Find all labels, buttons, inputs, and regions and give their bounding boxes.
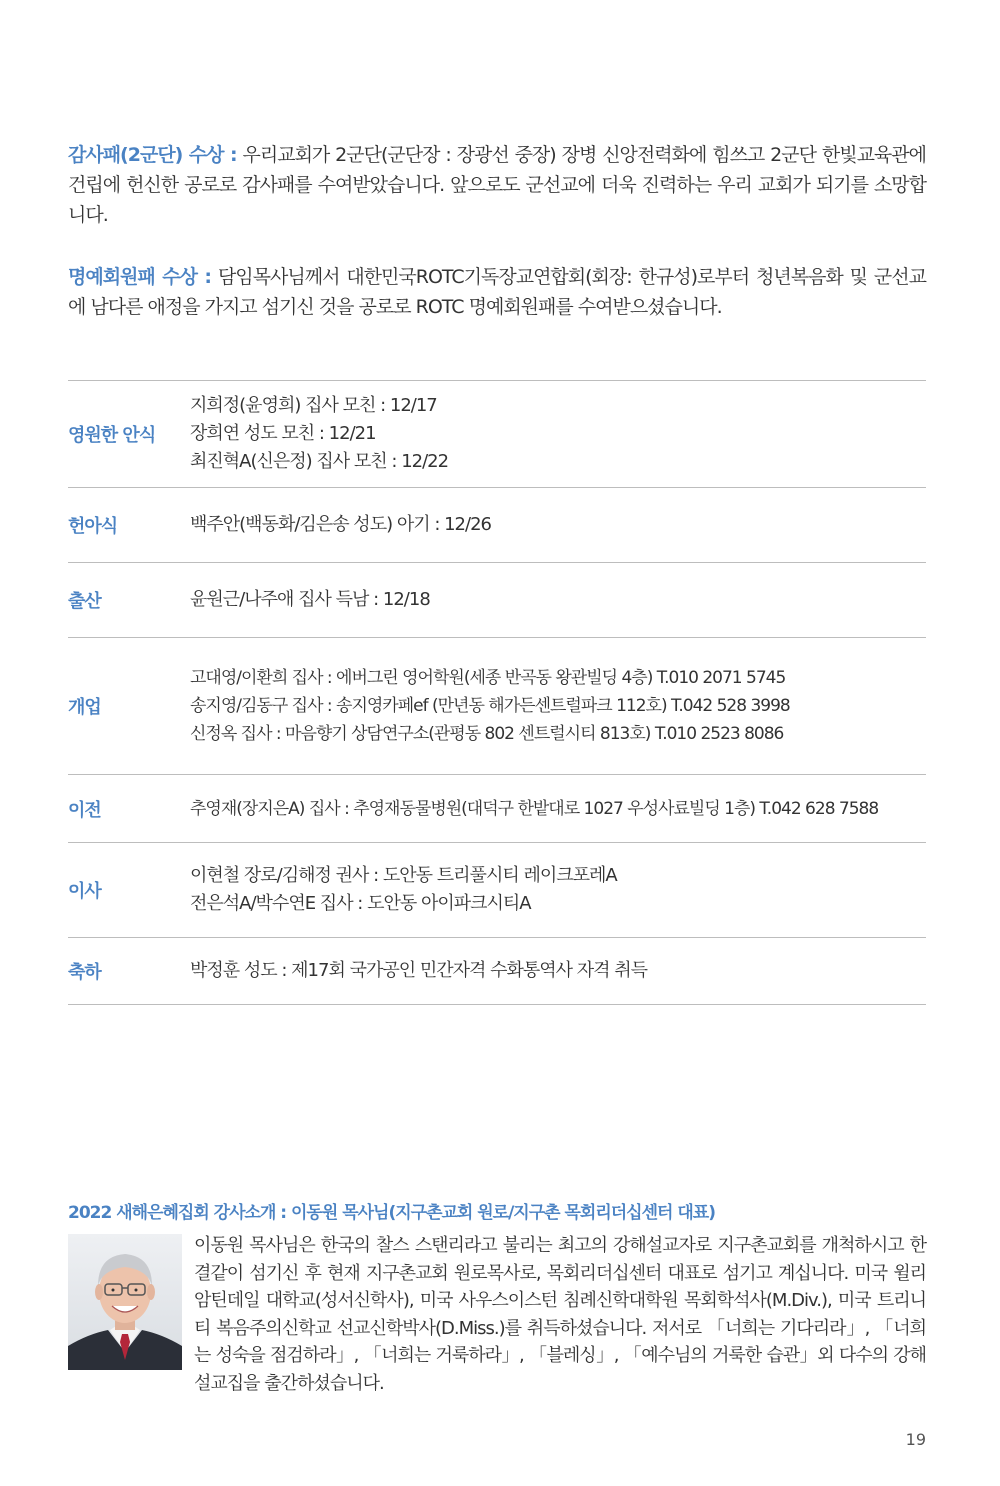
award-text: 우리교회가 2군단(군단장 : 장광선 중장) 장병 신앙전력화에 힘쓰고 2군단 한빛교육관에 건립에 헌신한 공로로 감사패를 수여받았습니다. 앞으로도 군선교에 더욱 진력하는 우리 교회가 되기를 소망합니다. <box>68 144 926 226</box>
award-text: 담임목사님께서 대한민국ROTC기독장교연합회(회장: 한규성)로부터 청년복음화 및 군선교에 남다른 애정을 가지고 섬기신 것을 공로로 ROTC 명예회원패를 수여받으셨습니다. <box>68 266 926 318</box>
award-title: 명예회원패 수상 : <box>68 266 212 288</box>
news-lines <box>190 511 491 539</box>
news-row-funeral <box>68 381 926 488</box>
speaker-photo <box>68 1234 182 1370</box>
news-line: 윤원근/나주애 집사 득남 : 12/18 <box>190 589 430 610</box>
speaker-heading: 2022 새해은혜집회 강사소개 : 이동원 목사님(지구촌교회 원로/지구촌 목회리더십센터 대표) <box>68 1203 715 1223</box>
news-lines <box>190 862 617 918</box>
news-line: 전은석A/박수연E 집사 : 도안동 아이파크시티A <box>190 893 531 914</box>
news-row-birth <box>68 563 926 638</box>
news-line: 최진혁A(신은정) 집사 모친 : 12/22 <box>190 451 449 472</box>
news-row-moving <box>68 843 926 938</box>
award-paragraph-corps <box>68 140 926 230</box>
speaker-bio: 이동원 목사님은 한국의 찰스 스탠리라고 불리는 최고의 강해설교자로 지구촌교회를 개척하시고 한결같이 섬기신 후 현재 지구촌교회 원로목사로, 목회리더십센터 대표로 섬기고 계십니다. 미국 윌리암틴데일 대학교(성서신학사), 미국 사우스이스턴 침례신학대학원 목회학석사(M.Div.), 미국 트리니티 복음주의신학교 선교신학박사(D.Miss.)를 취득하셨습니다. 저서로 「너희는 기다리라」, 「너희는 성숙을 점검하라」, 「너희는 거룩하라」, 「블레싱」, 「예수님의 거룩한 습관」외 다수의 강해설교집을 출간하셨습니다. <box>194 1235 926 1394</box>
church-news-table <box>68 380 926 1005</box>
news-line: 백주안(백동화/김은송 성도) 아기 : 12/26 <box>190 514 491 535</box>
award-title: 감사패(2군단) 수상 : <box>68 144 237 166</box>
news-category: 이사 <box>68 881 101 902</box>
portrait-illustration <box>68 1234 182 1370</box>
news-category: 영원한 안식 <box>68 425 156 446</box>
news-line: 신정옥 집사 : 마음향기 상담연구소(관평동 802 센트럴시티 813호) T.010 2523 8086 <box>190 724 784 744</box>
news-lines <box>190 795 878 823</box>
news-category: 출산 <box>68 591 101 612</box>
award-paragraph-rotc <box>68 262 926 322</box>
news-lines <box>190 957 647 985</box>
news-category: 축하 <box>68 962 101 983</box>
news-lines <box>190 392 448 476</box>
news-line: 지희정(윤영희) 집사 모친 : 12/17 <box>190 395 437 416</box>
news-line: 장희연 성도 모친 : 12/21 <box>190 423 376 444</box>
news-line: 박정훈 성도 : 제17회 국가공인 민간자격 수화통역사 자격 취득 <box>190 960 648 981</box>
news-line: 고대영/이환희 집사 : 에버그린 영어학원(세종 반곡동 왕관빌딩 4층) T.010 2071 5745 <box>190 668 786 688</box>
news-category: 개업 <box>68 697 101 718</box>
news-row-relocation <box>68 775 926 843</box>
news-row-congratulations <box>68 938 926 1005</box>
news-line: 추영재(장지은A) 집사 : 추영재동물병원(대덕구 한밭대로 1027 우성사료빌딩 1층) T.042 628 7588 <box>190 798 879 819</box>
news-category: 헌아식 <box>68 516 118 537</box>
news-lines <box>190 664 790 748</box>
news-line: 송지영/김동구 집사 : 송지영카페ef (만년동 해가든센트럴파크 112호) T.042 528 3998 <box>190 696 790 716</box>
news-lines <box>190 586 430 614</box>
news-row-opening <box>68 638 926 775</box>
page-number: 19 <box>905 1430 926 1449</box>
news-line: 이현철 장로/김해정 권사 : 도안동 트리풀시티 레이크포레A <box>190 865 617 886</box>
news-row-dedication <box>68 488 926 563</box>
news-category: 이전 <box>68 799 101 821</box>
